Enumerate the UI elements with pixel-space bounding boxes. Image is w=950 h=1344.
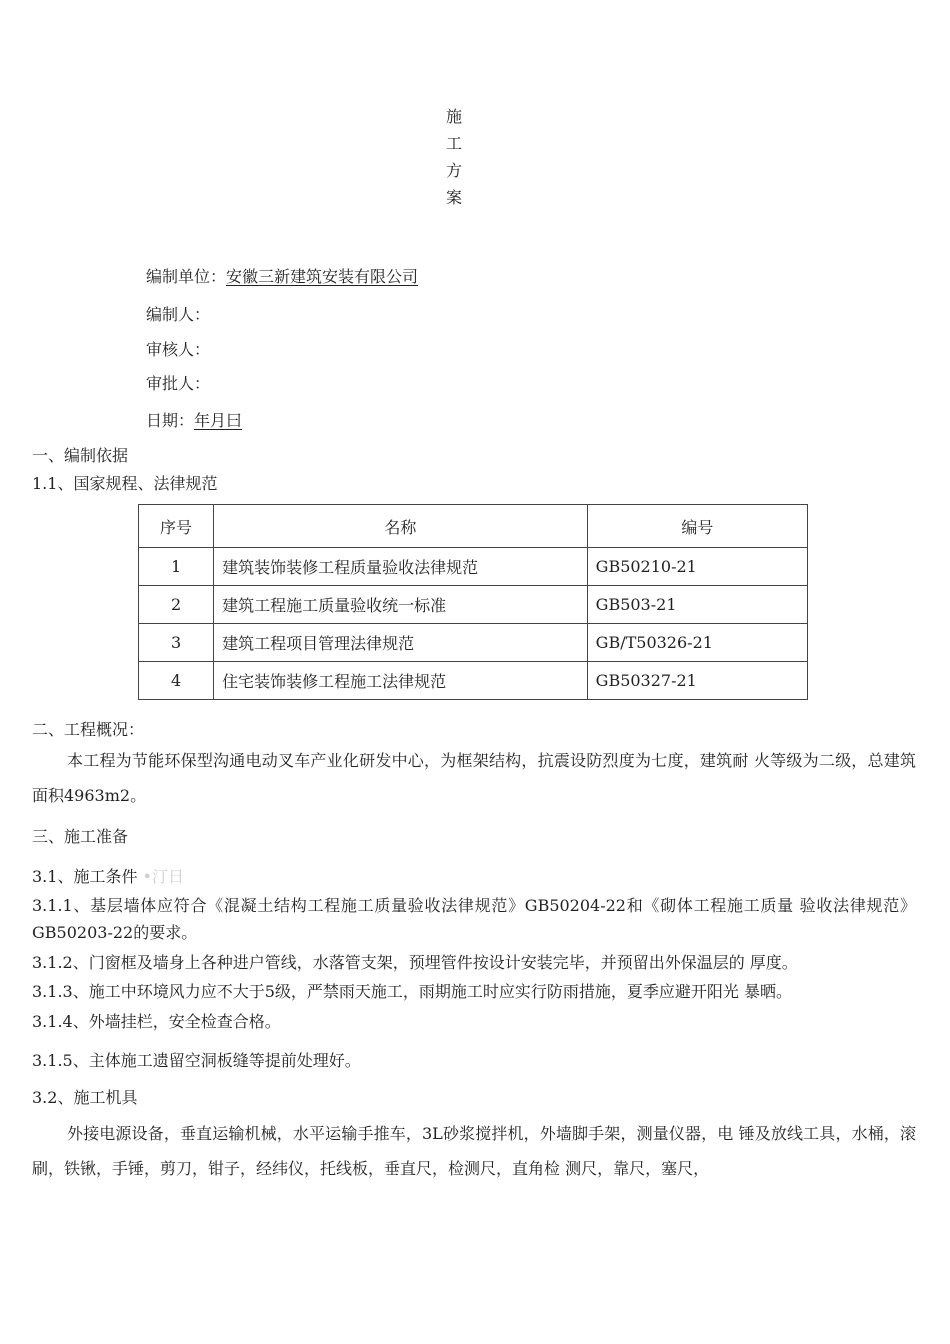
table-row	[139, 586, 808, 624]
row-no: 4	[139, 662, 214, 700]
table-row	[139, 548, 808, 586]
title-char-2: 工	[446, 134, 463, 153]
title-char-4: 案	[446, 188, 463, 207]
section3-1-4: 3.1.4、外墙挂栏，安全检查合格。	[32, 1012, 281, 1031]
header-code: 编号	[587, 505, 807, 548]
row-code: GB50327-21	[587, 662, 807, 700]
header-no: 序号	[139, 505, 214, 548]
row-no: 2	[139, 586, 214, 624]
section2-body: 本工程为节能环保型沟通电动叉车产业化研发中心，为框架结构，抗震设防烈度为七度，建筑耐 火等级为二级，总建筑面积4963m2。	[32, 751, 916, 805]
standards-table	[138, 504, 808, 700]
row-name: 建筑工程项目管理法律规范	[214, 624, 588, 662]
row-name: 住宅装饰装修工程施工法律规范	[214, 662, 588, 700]
section3-1-1: 3.1.1、基层墙体应符合《混凝土结构工程施工质量验收法律规范》GB50204-22和《砌体工程施工质量 验收法律规范》GB50203-22的要求。	[32, 896, 916, 942]
reviewer-label: 审核人：	[146, 340, 211, 359]
compiling-unit-label: 编制单位：	[146, 267, 227, 286]
header-name: 名称	[214, 505, 588, 548]
section2-heading: 二、工程概况：	[32, 720, 145, 739]
row-name: 建筑装饰装修工程质量验收法律规范	[214, 548, 588, 586]
section3-2-body: 外接电源设备，垂直运输机械，水平运输手推车，3L砂浆搅拌机，外墙脚手架，测量仪器，电 锤及放线工具，水桶，滚刷，铁锹，手锤，剪刀，钳子，经纬仪，托线板，垂直尺，检测尺，直角检 测尺，靠尺，塞尺，	[32, 1124, 916, 1178]
title-char-3: 方	[446, 161, 463, 180]
section3-2-heading: 3.2、施工机具	[32, 1088, 138, 1107]
row-name: 建筑工程施工质量验收统一标准	[214, 586, 588, 624]
row-no: 1	[139, 548, 214, 586]
row-code: GB503-21	[587, 586, 807, 624]
table-row	[139, 662, 808, 700]
compiling-unit-value: 安徽三新建筑安装有限公司	[226, 267, 419, 286]
approver-label: 审批人：	[146, 374, 211, 393]
section3-1-5: 3.1.5、主体施工遗留空洞板缝等提前处理好。	[32, 1051, 361, 1070]
section1-heading: 一、编制依据	[32, 446, 129, 465]
date-value: 年月曰	[194, 411, 243, 430]
row-no: 3	[139, 624, 214, 662]
section3-1-heading: 3.1、施工条件	[32, 867, 138, 886]
section3-1	[32, 864, 184, 887]
row-code: GB50210-21	[587, 548, 807, 586]
date-line	[146, 408, 242, 431]
table-header-row	[139, 505, 808, 548]
row-code: GB/T50326-21	[587, 624, 807, 662]
section1-subheading: 1.1、国家规程、法律规范	[32, 474, 218, 493]
section3-1-2: 3.1.2、门窗框及墙身上各种进户管线，水落管支架，预埋管件按设计安装完毕，并预留出外保温层的 厚度。	[32, 953, 798, 972]
date-label: 日期：	[146, 411, 195, 430]
title-char-1: 施	[446, 107, 463, 126]
section3-1-mark: •汀日	[142, 867, 184, 886]
section3-1-3: 3.1.3、施工中环境风力应不大于5级，严禁雨天施工，雨期施工时应实行防雨措施，夏季应避开阳光 暴晒。	[32, 982, 792, 1001]
section3-heading: 三、施工准备	[32, 827, 129, 846]
table-row	[139, 624, 808, 662]
author-label: 编制人：	[146, 305, 211, 324]
compiling-unit	[146, 264, 418, 287]
